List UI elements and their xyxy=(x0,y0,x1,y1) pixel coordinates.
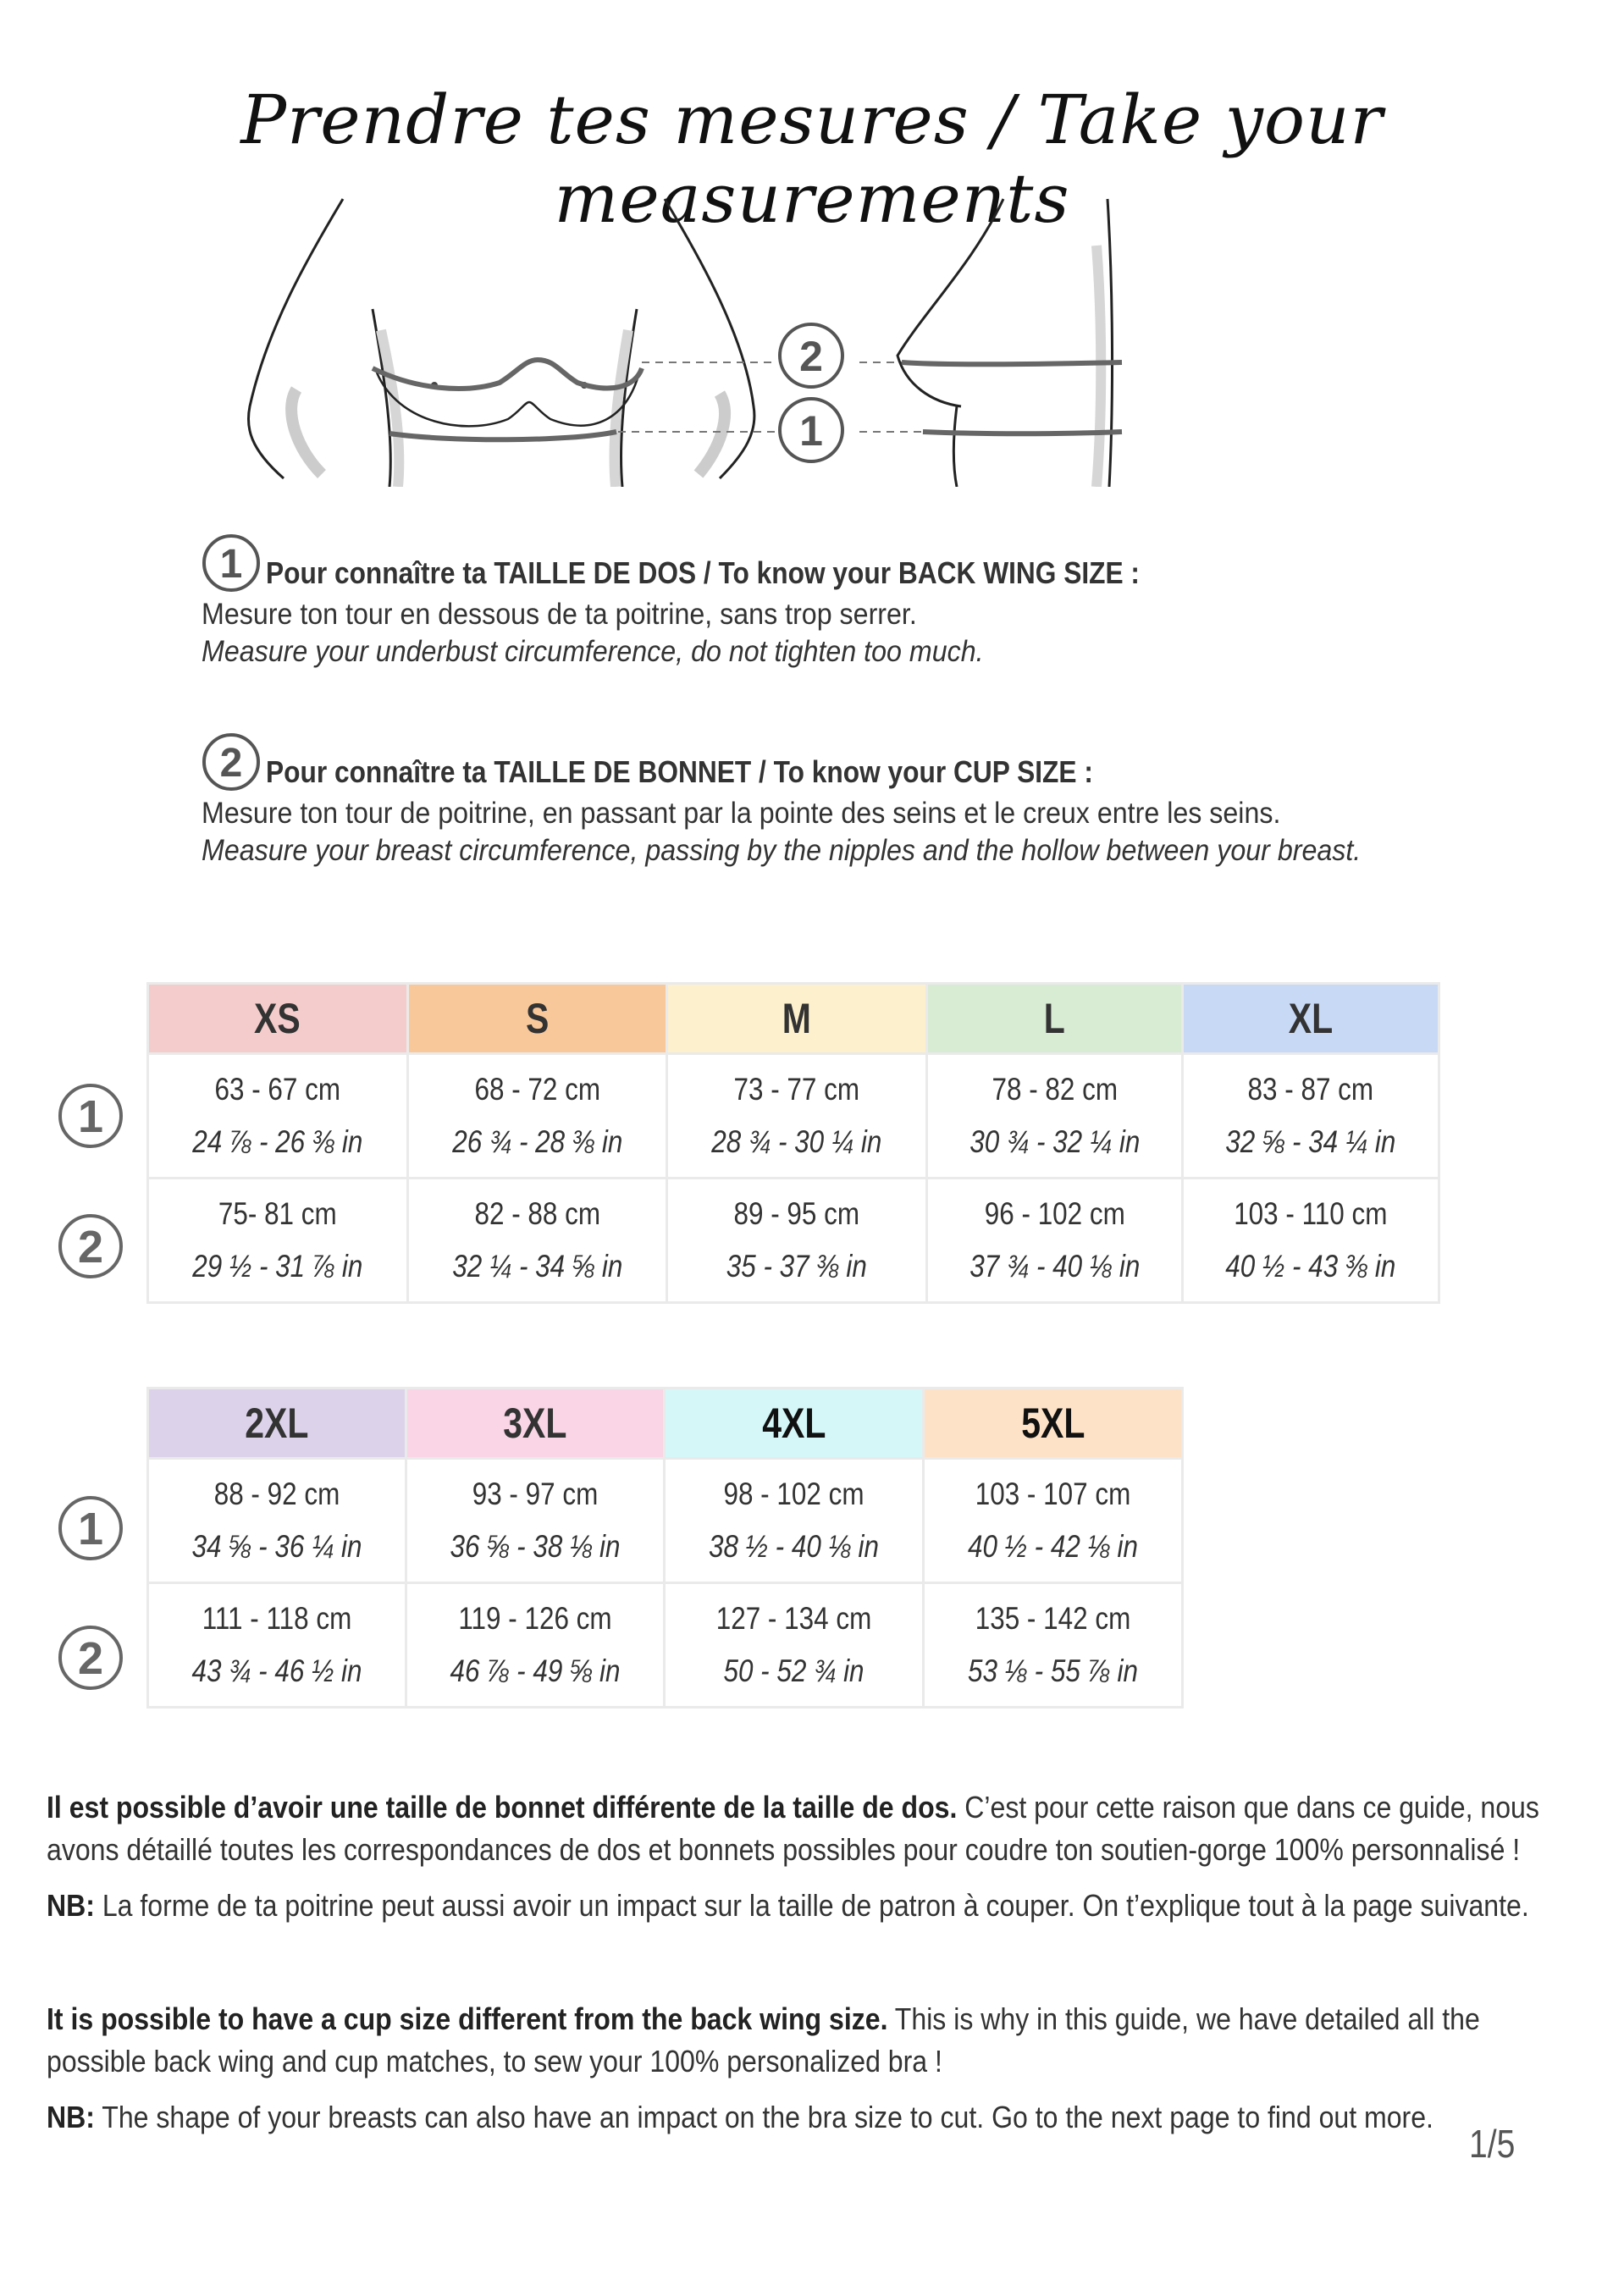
svg-text:2: 2 xyxy=(219,741,243,786)
measurement-illustration xyxy=(246,195,1143,487)
size-header-m: M xyxy=(667,984,927,1054)
instruction-heading: Pour connaître ta TAILLE DE DOS / To know your BACK WING SIZE : xyxy=(266,555,1140,590)
row-marker-underbust xyxy=(57,1082,124,1150)
number-1-circle xyxy=(202,533,261,593)
table-cell: 73 - 77 cm 28 ¾ - 30 ¼ in xyxy=(667,1054,927,1179)
row-marker-underbust xyxy=(57,1494,124,1562)
table-cell: 89 - 95 cm 35 - 37 ⅜ in xyxy=(667,1179,927,1303)
size-header-2xl: 2XL xyxy=(148,1388,406,1459)
note-en-bold: It is possible to have a cup size different from the back wing size. xyxy=(47,2001,888,2036)
page-number: 1/5 xyxy=(1469,2122,1516,2166)
size-header-5xl: 5XL xyxy=(924,1388,1183,1459)
table-header-row xyxy=(148,984,1439,1054)
size-header-3xl: 3XL xyxy=(406,1388,665,1459)
instruction-heading: Pour connaître ta TAILLE DE BONNET / To know your CUP SIZE : xyxy=(266,754,1093,789)
table-cell: 103 - 107 cm 40 ½ - 42 ⅛ in xyxy=(924,1459,1183,1583)
table-row xyxy=(148,1054,1439,1179)
row-marker-bust xyxy=(57,1212,124,1280)
svg-text:1: 1 xyxy=(77,1091,104,1142)
table-cell: 68 - 72 cm 26 ¾ - 28 ⅜ in xyxy=(407,1054,667,1179)
table-cell: 88 - 92 cm 34 ⅝ - 36 ¼ in xyxy=(148,1459,406,1583)
table-cell: 127 - 134 cm 50 - 52 ¾ in xyxy=(665,1583,924,1708)
size-table-xs-xl xyxy=(146,982,1440,1304)
nb-label: NB: xyxy=(47,2100,95,2134)
table-cell: 83 - 87 cm 32 ⅝ - 34 ¼ in xyxy=(1183,1054,1439,1179)
svg-text:2: 2 xyxy=(77,1633,104,1684)
instruction-en: Measure your breast circumference, passing by the nipples and the hollow between your breast. xyxy=(202,834,1362,867)
table-cell: 111 - 118 cm 43 ¾ - 46 ½ in xyxy=(148,1583,406,1708)
table-row xyxy=(148,1179,1439,1303)
svg-text:1: 1 xyxy=(77,1504,104,1554)
size-header-xs: XS xyxy=(148,984,408,1054)
page-title: Prendre tes mesures / Take your measurements xyxy=(240,80,1384,238)
row-marker-bust xyxy=(57,1624,124,1692)
instruction-back-wing xyxy=(202,527,1472,669)
size-header-s: S xyxy=(407,984,667,1054)
marker-2: 2 xyxy=(799,333,823,380)
table-cell: 119 - 126 cm 46 ⅞ - 49 ⅝ in xyxy=(406,1583,665,1708)
table-header-row xyxy=(148,1388,1183,1459)
nb-label: NB: xyxy=(47,1888,95,1923)
table-row xyxy=(148,1583,1183,1708)
instruction-fr: Mesure ton tour de poitrine, en passant par la pointe des seins et le creux entre les seins. xyxy=(202,797,1281,830)
table-cell: 93 - 97 cm 36 ⅝ - 38 ⅛ in xyxy=(406,1459,665,1583)
size-table-2xl-5xl xyxy=(146,1387,1184,1709)
table-cell: 82 - 88 cm 32 ¼ - 34 ⅝ in xyxy=(407,1179,667,1303)
note-en: It is possible to have a cup size different from the back wing size. This is why in this guide, we have detailed all the possible back wing and cup matches, to sew your 100% personalized bra ! NB: The shape of your breasts can also have an impact on the bra size to cut. Go to the next page to find out more. xyxy=(47,2001,1480,2134)
svg-text:2: 2 xyxy=(77,1222,104,1273)
size-header-l: L xyxy=(926,984,1183,1054)
table-cell: 78 - 82 cm 30 ¾ - 32 ¼ in xyxy=(926,1054,1183,1179)
note-fr-bold: Il est possible d’avoir une taille de bonnet différente de la taille de dos. xyxy=(47,1790,958,1825)
size-header-xl: XL xyxy=(1183,984,1439,1054)
size-header-4xl: 4XL xyxy=(665,1388,924,1459)
instruction-en: Measure your underbust circumference, do not tighten too much. xyxy=(202,635,984,668)
instruction-cup-size xyxy=(202,726,1472,868)
table-cell: 63 - 67 cm 24 ⅞ - 26 ⅜ in xyxy=(148,1054,408,1179)
table-cell: 75- 81 cm 29 ½ - 31 ⅞ in xyxy=(148,1179,408,1303)
table-row xyxy=(148,1459,1183,1583)
note-fr: Il est possible d’avoir une taille de bonnet différente de la taille de dos. C’est pour cette raison que dans ce guide, nous avons détaillé toutes les correspondances de dos et bonnets possibles pour coudre ton soutien-gorge 100% personnalisé ! NB: La forme de ta poitrine peut aussi avoir un impact sur la taille de patron à couper. On t’explique tout à la page suivante. xyxy=(47,1790,1539,1923)
table-cell: 96 - 102 cm 37 ¾ - 40 ⅛ in xyxy=(926,1179,1183,1303)
instruction-fr: Mesure ton tour en dessous de ta poitrine, sans trop serrer. xyxy=(202,598,917,631)
number-2-circle xyxy=(202,732,261,792)
svg-text:1: 1 xyxy=(219,542,243,587)
table-cell: 98 - 102 cm 38 ½ - 40 ⅛ in xyxy=(665,1459,924,1583)
table-cell: 103 - 110 cm 40 ½ - 43 ⅜ in xyxy=(1183,1179,1439,1303)
table-cell: 135 - 142 cm 53 ⅛ - 55 ⅞ in xyxy=(924,1583,1183,1708)
marker-1: 1 xyxy=(799,407,823,455)
